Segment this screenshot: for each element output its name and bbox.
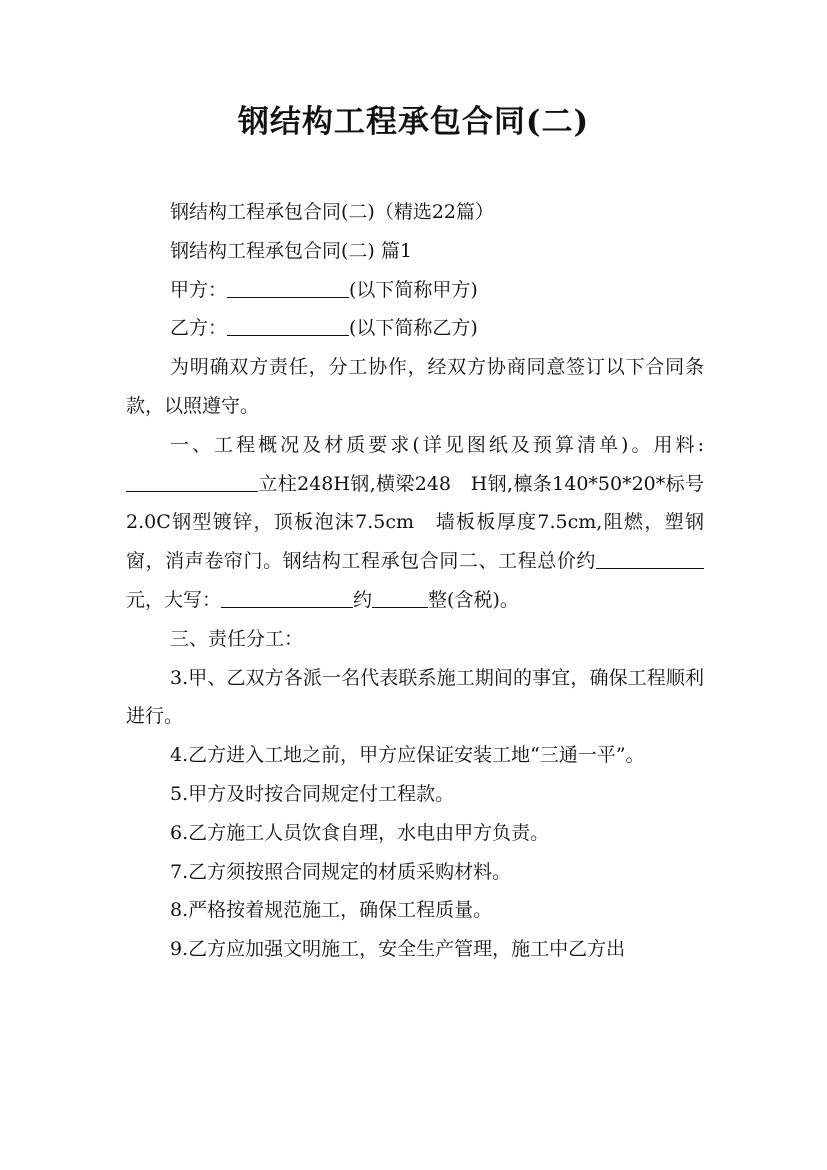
paragraph-collection-heading: 钢结构工程承包合同(二)（精选22篇） [170,201,495,223]
paragraph-party-a [126,271,704,310]
section-1-heading: 一、工程概况及材质要求(详见图纸及预算清单)。用料: [170,433,704,456]
party-a-label: 甲方： [170,278,228,301]
price-blank [596,546,704,569]
document-title: 钢结构工程承包合同(二) [237,104,590,140]
paragraph-item-6: 6.乙方施工人员饮食自理，水电由甲方负责。 [170,821,550,844]
paragraph-item-5: 5.甲方及时按合同规定付工程款。 [170,782,455,805]
price-approx-text: 约 [353,588,373,611]
paragraph-item-8: 8.严格按着规范施工，确保工程质量。 [170,899,493,922]
price-words-blank [221,585,353,608]
paragraph-intro: 为明确双方责任，分工协作，经双方协商同意签订以下合同条款，以照遵守。 [126,356,704,417]
section-1-materials: 立柱248H钢,横梁248 H钢,檩条140*50*20*标号2.0C钢型镀锌，顶板泡沫7.5cm 墙板板厚度7.5cm,阻燃，塑钢窗，消声卷帘门。钢结构工程承包合同二、工程总价约 [126,472,704,573]
price-mid-text: 元，大写： [126,588,222,611]
paragraph-section-3-heading: 三、责任分工： [170,627,304,650]
paragraph-item-3: 3.甲、乙双方各派一名代表联系施工期间的事宜，确保工程顺利进行。 [126,666,704,728]
paragraph-item-4: 4.乙方进入工地之前，甲方应保证安装工地“三通一平”。 [170,744,645,767]
price-approx-blank [372,585,428,608]
paragraph-item-9: 9.乙方应加强文明施工，安全生产管理，施工中乙方出 [170,938,626,961]
price-end-text: 整(含税)。 [428,588,519,611]
paragraph-party-b [126,309,704,348]
paragraph-section-1 [126,426,704,620]
paragraph-item-7: 7.乙方须按照合同规定的材质采购材料。 [170,860,512,883]
materials-blank [126,469,258,492]
party-a-blank [227,275,349,298]
document-body [126,193,704,969]
party-b-suffix: (以下简称乙方) [349,317,478,340]
party-a-suffix: (以下简称甲方) [349,278,478,301]
paragraph-article-heading: 钢结构工程承包合同(二) 篇1 [170,239,412,262]
party-b-blank [227,313,349,336]
party-b-label: 乙方： [170,317,228,340]
